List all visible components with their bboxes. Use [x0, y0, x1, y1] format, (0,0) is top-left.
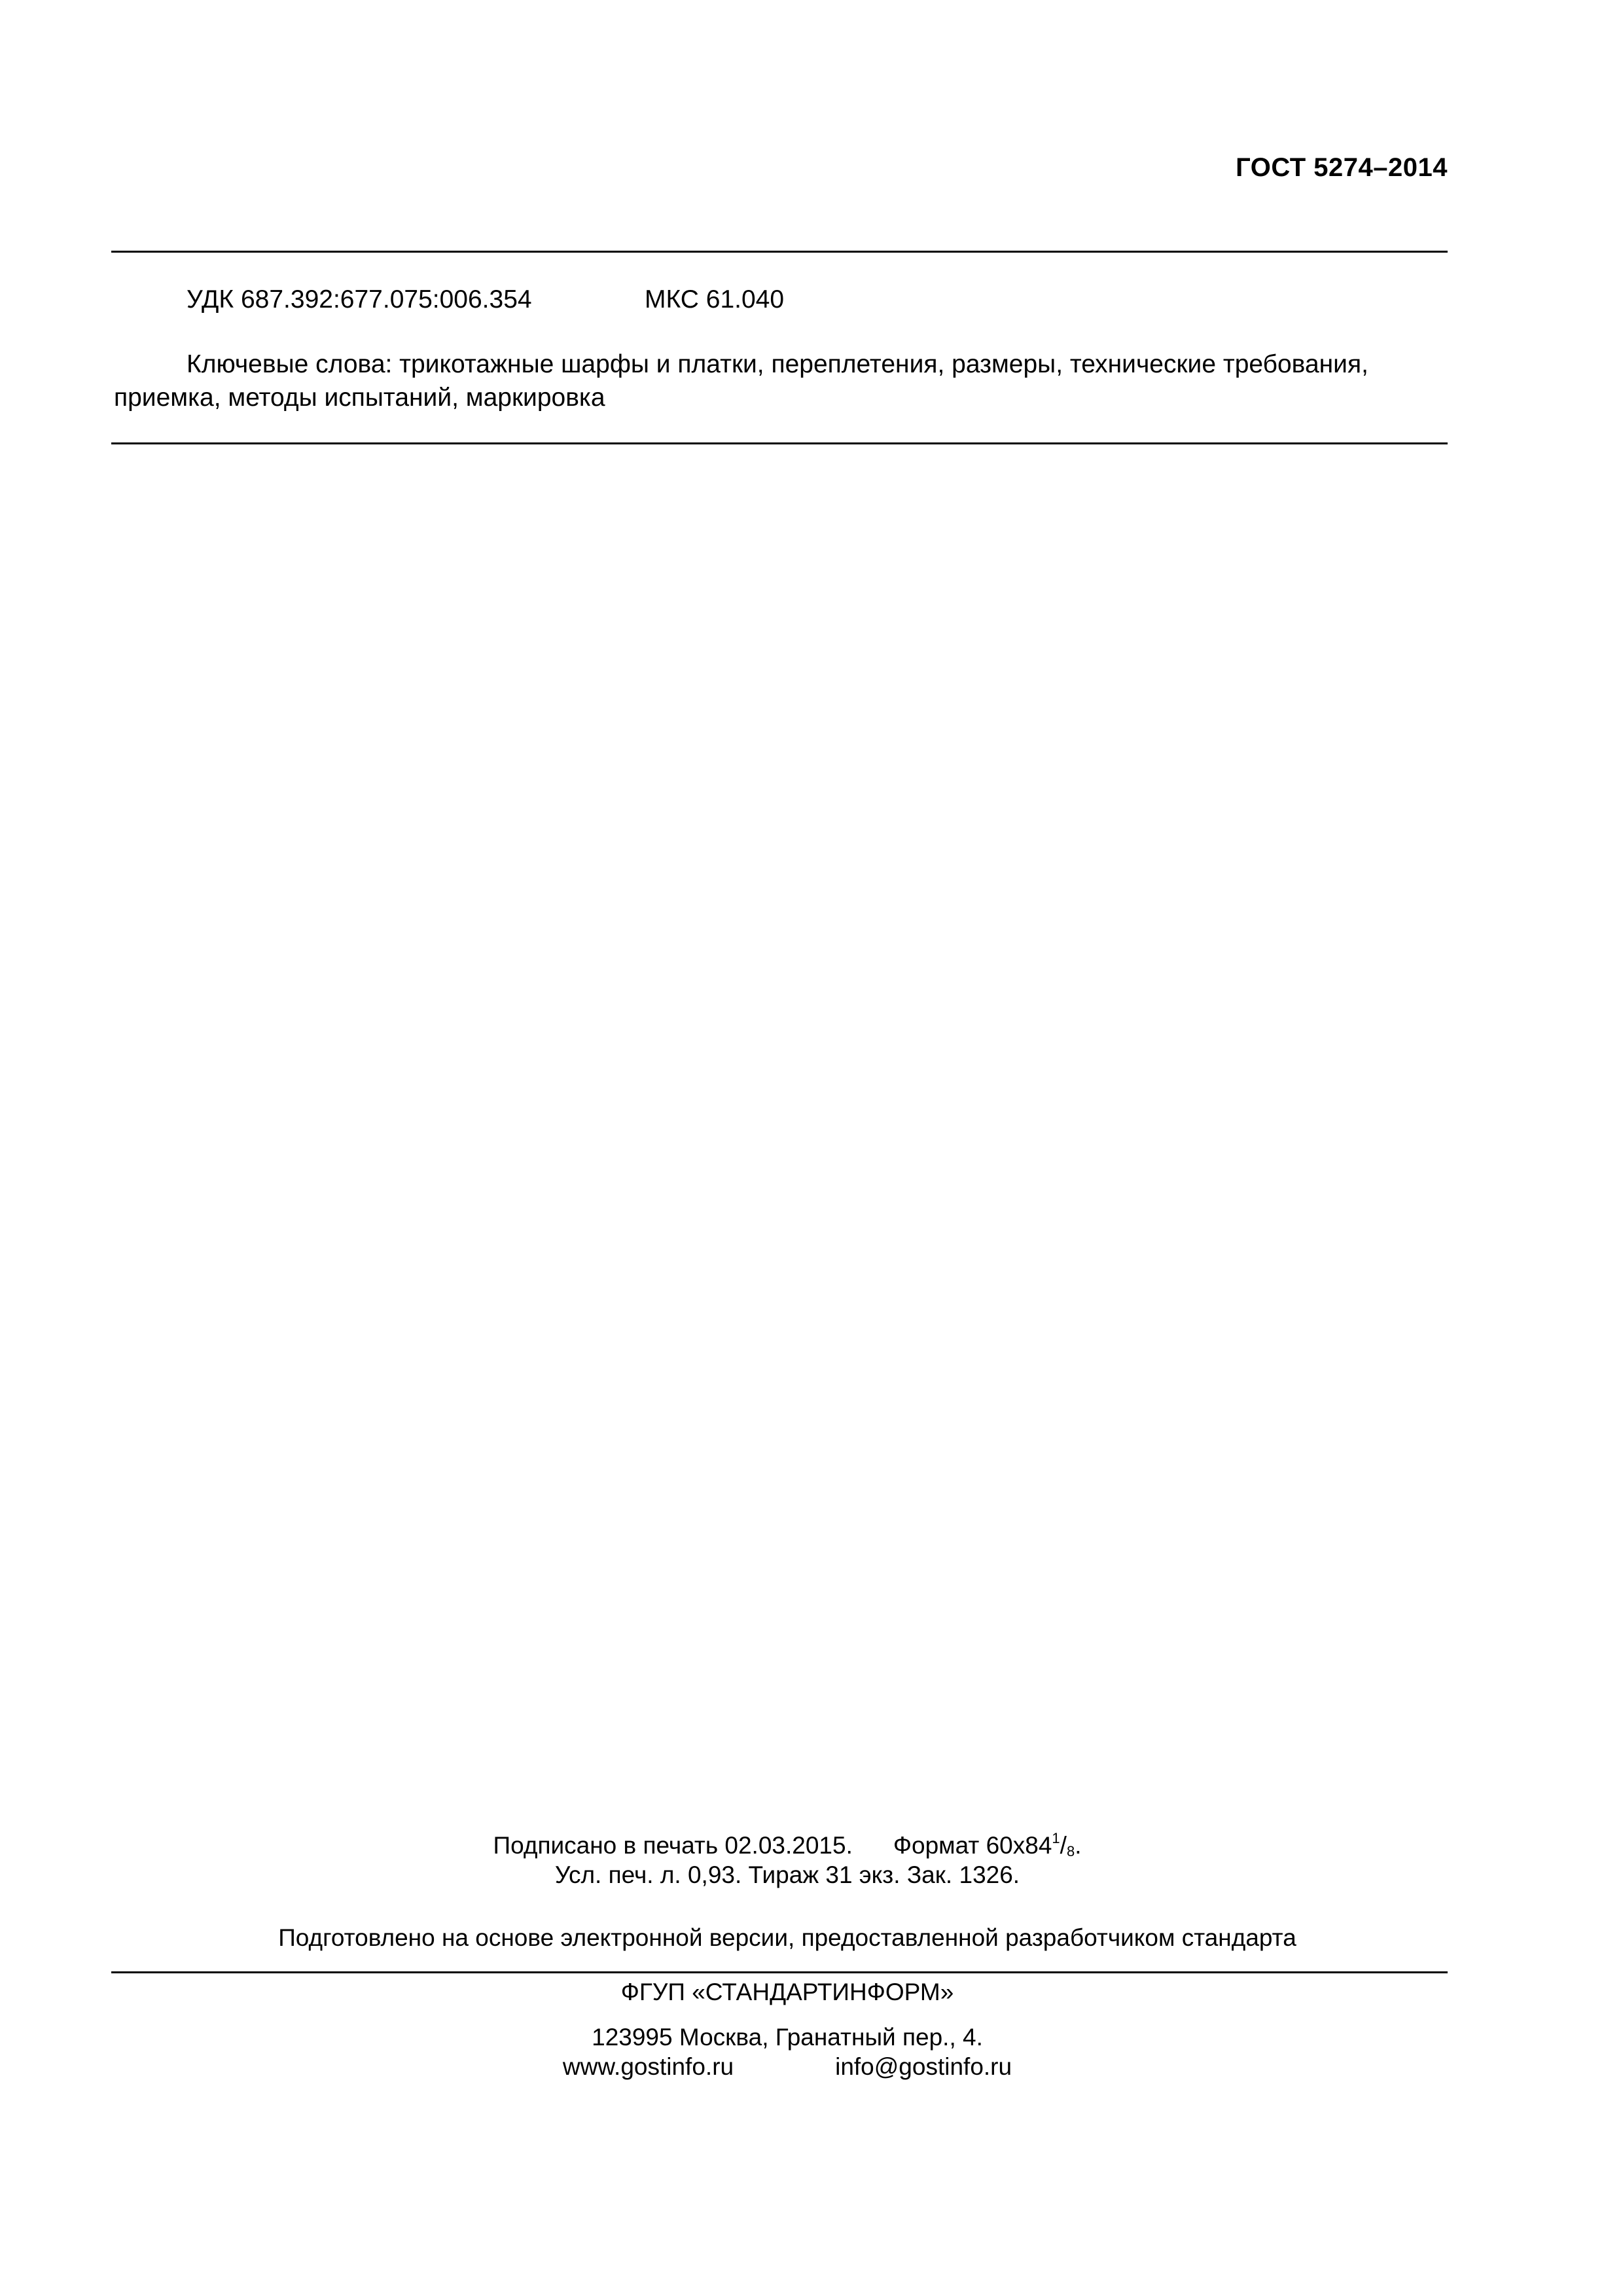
document-code: ГОСТ 5274–2014: [1236, 153, 1448, 182]
keywords-divider: [111, 442, 1448, 444]
classification-line: [187, 285, 785, 314]
format-numerator: 1: [1052, 1830, 1060, 1846]
paper-format: Формат $60х84^1/_8$.: [893, 1830, 1082, 1859]
publisher-divider: [111, 1971, 1448, 1973]
top-divider: [111, 251, 1448, 253]
email-link[interactable]: info@gostinfo.ru: [835, 2053, 1012, 2080]
mks-code: МКС 61.040: [645, 285, 785, 314]
keywords-paragraph: Ключевые слова: трикотажные шарфы и платки, переплетения, размеры, технические требования, приемка, методы испытаний, маркировка: [114, 350, 1368, 412]
print-details: Усл. печ. л. 0,93. Тираж 31 экз. Зак. 1326.: [554, 1861, 1020, 1888]
udk-code: УДК 687.392:677.075:006.354: [187, 285, 532, 314]
imprint-signed-line: [0, 1830, 1575, 1860]
publisher-contacts: [0, 2053, 1575, 2081]
website-link[interactable]: www.gostinfo.ru: [562, 2053, 734, 2080]
signed-date: Подписано в печать 02.03.2015.: [493, 1832, 853, 1859]
publisher-name: ФГУП «СТАНДАРТИНФОРМ»: [620, 1979, 954, 2005]
prepared-note: Подготовлено на основе электронной версии, предоставленной разработчиком стандарта: [278, 1924, 1296, 1951]
format-text: Формат 60х84: [893, 1832, 1052, 1859]
format-denominator: 8: [1066, 1843, 1075, 1859]
format-suffix: .: [1075, 1832, 1082, 1859]
publisher-address: 123995 Москва, Гранатный пер., 4.: [592, 2024, 983, 2051]
